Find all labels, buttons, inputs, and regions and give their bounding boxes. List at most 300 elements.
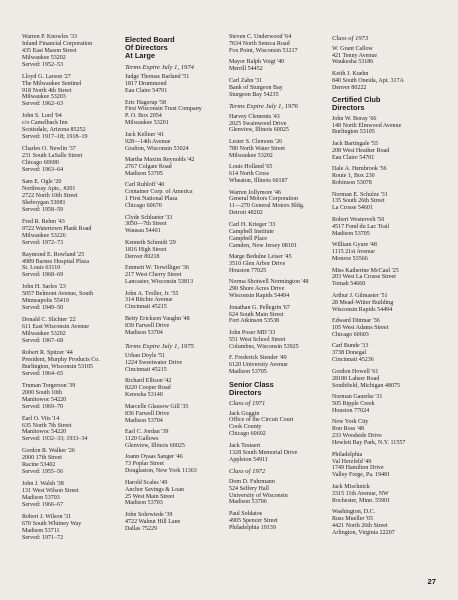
directory-entry: [332, 318, 436, 339]
section-heading-line: At Large: [125, 51, 155, 61]
entry-line: Bank of Sturgeon Bay: [229, 84, 283, 91]
entry-name: Jack Testaert: [229, 442, 261, 449]
directory-entry: [22, 219, 126, 247]
entry-line: 505 Ripple Creek: [332, 400, 375, 407]
directory-entry: [22, 481, 126, 509]
entry-name: Miss Katherine McCaul '25: [332, 267, 399, 274]
entry-line: Fox Point, Wisconsin 53217: [229, 47, 298, 54]
entry-name: Martha Maxim Reynolds '42: [125, 157, 195, 164]
entry-line: Milwaukee 53226: [22, 232, 66, 239]
entry-line: Chicago 60670: [125, 203, 162, 210]
entry-line: Philadelphia 19139: [229, 524, 276, 531]
entry-name: Eric Hagerup '58: [125, 99, 167, 106]
entry-line: Served: 1969–70: [22, 403, 64, 410]
entry-line: Milwaukee 53203: [22, 94, 66, 101]
entry-line: Manitowoc 54220: [22, 396, 67, 403]
entry-line: Campbell Place: [229, 235, 268, 242]
entry-line: Wausau 54401: [125, 228, 161, 235]
entry-line: 233 Woodside Drive: [332, 433, 382, 440]
section-heading-line: Certified Club: [332, 95, 381, 105]
term-heading: Class of 1973: [332, 35, 369, 42]
directory-entry: [332, 394, 436, 415]
directory-entry: [125, 157, 229, 178]
entry-line: 670 South Whitney Way: [22, 521, 82, 527]
entry-line: 611 East Wisconsin Avenue: [22, 324, 89, 331]
directory-entry: [125, 215, 229, 236]
term-heading: Terms Expire July 1, 1975: [125, 342, 194, 350]
entry-line: 135 South 26th Street: [332, 198, 385, 205]
entry-line: 840 South Oneida, Apt. 317A: [332, 77, 404, 84]
entry-line: Waukesha 53186: [332, 59, 374, 66]
entry-line: 1120 Gallows: [125, 435, 159, 442]
term-heading: Class of 1971: [229, 399, 266, 407]
directory-entry: [229, 164, 333, 185]
entry-line: 551 West School Street: [229, 336, 286, 343]
entry-line: Merrill 54452: [229, 66, 263, 73]
entry-line: 3050—7th Street: [125, 221, 167, 228]
entry-line: 290 Shore Acres Drive: [229, 286, 285, 293]
directory-entry: [125, 316, 229, 337]
directory-entry: [125, 404, 229, 425]
entry-line: 4989 Barnes Hospital Plaza: [22, 258, 90, 265]
entry-line: 839 Farwell Drive: [125, 322, 170, 329]
directory-entry: [22, 252, 126, 280]
entry-name: John S. Lord '04: [22, 113, 62, 120]
entry-line: Chicago 60602: [229, 431, 266, 438]
entry-name: Charles O. Newlin '37: [22, 146, 76, 153]
entry-line: Cincinnati 45215: [125, 304, 167, 311]
entry-line: 131 West Wilson Street: [22, 488, 79, 495]
entry-name: Fred R. Rehm '43: [22, 218, 65, 225]
entry-line: 28180 Lahser Road: [332, 375, 380, 382]
entry-name: Harvey Clements '43: [229, 113, 280, 120]
directory-entry: [229, 139, 333, 160]
entry-line: 6120 University Avenue: [229, 362, 288, 369]
directory-entry: [229, 479, 333, 507]
entry-name: Robert Westervelt '50: [332, 216, 385, 223]
entry-line: 314 Ritchie Avenue: [125, 297, 173, 304]
entry-name: John A. Troller, Jr. '55: [125, 290, 179, 297]
entry-name: Carl Zahn '31: [229, 77, 262, 84]
entry-name: Harold Scales '49: [125, 479, 168, 486]
directory-entry: [22, 350, 126, 378]
entry-line: Kenosha 53140: [125, 392, 163, 399]
entry-name: Philadelphia: [332, 451, 363, 458]
entry-line: 2025 Swainwood Drive: [229, 120, 287, 127]
entry-line: 4905 Spencer Street: [229, 517, 278, 524]
entry-line: Chicago 60603: [332, 331, 369, 338]
directory-entry: [229, 443, 333, 464]
directory-entry: [125, 429, 229, 450]
column-4: [332, 34, 436, 541]
column-2: [125, 34, 229, 537]
entry-line: 2767 Colgate Road: [125, 163, 172, 170]
entry-name: Paul Soldatos: [229, 510, 263, 517]
entry-line: Denver 80222: [332, 84, 367, 91]
entry-line: Robinson 53078: [332, 180, 372, 187]
directory-entry: [22, 74, 126, 109]
entry-name: Judge Thomas Barland '51: [125, 74, 190, 81]
entry-line: 105 West Adams Street: [332, 325, 389, 332]
entry-line: Served: 1971–72: [22, 534, 64, 541]
entry-name: Keith J. Kuehn: [332, 70, 369, 77]
entry-line: Served: 1968–69: [22, 272, 64, 279]
directory-entry: [229, 59, 333, 73]
directory-entry: [125, 353, 229, 374]
entry-line: Rochester, Minn. 55901: [332, 497, 391, 504]
entry-line: Racine 53402: [22, 462, 56, 469]
entry-line: Cincinnati 45236: [332, 357, 374, 364]
entry-name: Gordon R. Walker '26: [22, 448, 75, 455]
entry-line: 8220 Cooper Road: [125, 385, 171, 392]
entry-line: Madison 53704: [125, 329, 163, 336]
entry-line: Served: 1972–73: [22, 239, 64, 246]
entry-name: John J. Walsh '38: [22, 481, 64, 488]
entry-name: Jack Goggin: [229, 410, 260, 417]
entry-line: Served: 1966–67: [22, 502, 64, 508]
term-heading: Terms Expire July 1, 1974: [125, 63, 194, 71]
directory-entry: [229, 34, 333, 55]
entry-line: Madison 53704: [125, 417, 163, 424]
entry-line: Burlington, Wisconsin 53105: [22, 363, 94, 370]
entry-line: 2000 South 10th: [22, 389, 62, 396]
entry-line: Wheaton, Illinois 60187: [229, 178, 288, 185]
entry-name: Sam E. Ogle '20: [22, 179, 62, 186]
term-heading: Class of 1972: [229, 468, 266, 476]
directory-entry: [332, 343, 436, 364]
entry-line: 11—270 General Motors Bldg.: [229, 203, 305, 210]
directory-entry: [332, 192, 436, 213]
entry-line: Lancaster, Wisconsin 53813: [125, 279, 194, 286]
entry-line: Container Corp. of America: [125, 189, 193, 196]
entry-line: Southfield, Michigan 48075: [332, 382, 401, 389]
entry-name: Jack Kellner '41: [125, 131, 165, 138]
entry-line: Milwaukee 53202: [22, 331, 66, 338]
entry-line: 231 South LaSalle Street: [22, 153, 83, 160]
directory-entry: [332, 509, 436, 537]
directory-entry: [22, 113, 126, 141]
entry-line: 780 North Water Street: [229, 145, 285, 152]
entry-name: Norman Gauerke '31: [332, 394, 383, 401]
directory-entry: [229, 254, 333, 275]
entry-name: Norman E. Schulze '31: [332, 191, 388, 198]
directory-entry: [125, 454, 229, 475]
entry-line: 1224 Sweetwater Drive: [125, 360, 183, 367]
entry-name: Truman Torgerson '39: [22, 382, 76, 389]
entry-line: Madison 53703: [125, 500, 163, 507]
entry-line: 435 East Mason Street: [22, 47, 77, 54]
entry-line: Russ Mueller '65: [332, 516, 374, 523]
entry-name: Robert J. Wilson '31: [22, 514, 72, 521]
entry-line: Served: 1958–59: [22, 206, 64, 213]
directory-entry: [332, 217, 436, 238]
entry-line: Ron Ross '48: [332, 426, 365, 433]
entry-line: 7634 North Seneca Road: [229, 40, 290, 47]
directory-entry: [125, 182, 229, 210]
entry-line: 148 North Elmwood Avenue: [332, 122, 402, 129]
entry-line: President, Murphy Products Co.: [22, 356, 100, 363]
section-heading: [229, 381, 333, 397]
entry-line: Northway Apts., #201: [22, 185, 76, 192]
entry-line: Served: 1955–56: [22, 469, 64, 476]
directory-entry: [229, 511, 333, 532]
entry-line: Glenview, Illinois 60025: [229, 127, 289, 134]
directory-entry: [22, 317, 126, 345]
entry-name: Carl Ruhloff '40: [125, 182, 165, 189]
entry-name: Marcelle Glassow Gill '35: [125, 403, 189, 410]
entry-name: Steven C. Underwood '64: [229, 34, 292, 40]
directory-entry: [229, 114, 333, 135]
entry-line: Cincinnati 45215: [125, 366, 167, 373]
directory-entry: [22, 34, 126, 69]
entry-name: W. Grant Callow: [332, 45, 373, 52]
section-heading-line: Elected Board: [125, 35, 175, 44]
entry-line: Douglaston, New York 11363: [125, 468, 197, 475]
directory-entry: [332, 242, 436, 263]
directory-entry: [229, 355, 333, 376]
entry-name: Raymond E. Rowland '25: [22, 251, 85, 258]
entry-line: Sturgeon Bay 54235: [229, 91, 279, 98]
entry-line: Served: 1917–18; 1918–19: [22, 134, 88, 141]
entry-line: 28 Mead-Witter Building: [332, 299, 394, 306]
directory-entry: [229, 305, 333, 326]
directory-entry: [229, 222, 333, 250]
entry-name: Louis Holland '65: [229, 164, 273, 171]
directory-entry: [22, 383, 126, 411]
entry-name: Dale A. Hembrook '56: [332, 166, 387, 173]
entry-name: Richard Ellison '42: [125, 378, 172, 385]
entry-line: First Wisconsin Trust Company: [125, 106, 202, 113]
directory-entry: [229, 279, 333, 300]
entry-line: 9722 Watertown Plank Road: [22, 225, 92, 232]
entry-line: Dallas 75229: [125, 525, 158, 532]
entry-line: Arlington, Virginia 22207: [332, 529, 395, 536]
entry-line: Madison 53706: [229, 499, 267, 506]
entry-line: Monroe 53566: [332, 256, 368, 262]
entry-line: Inland Financial Corporation: [22, 40, 93, 47]
entry-name: Lloyd G. Larson '27: [22, 73, 71, 80]
entry-line: 624 South Main Street: [229, 311, 284, 318]
entry-line: Route 1, Box 230: [332, 173, 375, 180]
entry-name: Gordon Howell '61: [332, 368, 379, 375]
entry-name: Dom D. Fuhrmann: [229, 478, 275, 485]
entry-name: Emmett W. Terwilliger '36: [125, 265, 190, 272]
page-number: 27: [427, 577, 436, 586]
directory-entry: [332, 141, 436, 162]
entry-name: Norma Shotwell Normington '48: [229, 279, 309, 286]
entry-line: Anchor Savings & Loan: [125, 486, 184, 493]
entry-line: 1816 High Street: [125, 246, 167, 253]
entry-name: Arthur J. Gilmaster '51: [332, 292, 388, 299]
entry-name: Betty Erickson Vaughn '48: [125, 315, 190, 322]
directory-entry: [22, 146, 126, 174]
directory-entry: [125, 132, 229, 153]
entry-line: c/o Camelback Inn: [22, 120, 68, 127]
directory-entry: [332, 369, 436, 390]
entry-name: John W. Boray '66: [332, 115, 377, 122]
section-heading-line: Directors: [332, 103, 365, 113]
entry-line: 1817 Drummond: [125, 81, 167, 88]
directory-entry: [22, 514, 126, 542]
directory-entry: [125, 74, 229, 95]
section-heading-line: Of Directors: [125, 43, 168, 53]
directory-entry: [332, 46, 436, 67]
entry-line: 1 First National Plaza: [125, 196, 178, 203]
directory-entry: [125, 291, 229, 312]
entry-name: Urban Doyle '51: [125, 353, 166, 360]
entry-line: Manitowoc 54220: [22, 429, 67, 436]
section-heading: [125, 36, 229, 61]
entry-line: 614 North Cross: [229, 171, 269, 178]
entry-name: Carl H. Krieger '33: [229, 221, 276, 228]
entry-line: Eau Claire 54701: [125, 88, 168, 95]
entry-line: Served: 1967–68: [22, 337, 64, 344]
directory-entry: [22, 416, 126, 444]
entry-line: 918 North 4th Street: [22, 87, 72, 94]
entry-line: Madison 53705: [229, 369, 267, 376]
entry-line: 217 West Cherry Street: [125, 272, 182, 279]
directory-entry: [229, 78, 333, 99]
entry-name: Earl O. Vits '14: [22, 415, 60, 422]
directory-entry: [125, 265, 229, 286]
entry-line: Fort Atkinson 53538: [229, 318, 280, 325]
entry-line: Served: 1932–33; 1933–34: [22, 436, 88, 443]
directory-page: [22, 34, 440, 582]
entry-line: University of Wisconsin: [229, 492, 288, 499]
entry-line: The Milwaukee Sentinel: [22, 80, 82, 87]
directory-entry: [332, 166, 436, 187]
directory-entry: [229, 190, 333, 218]
entry-line: 73 Poplar Street: [125, 461, 164, 468]
entry-line: 5057 Belmont Avenue, South: [22, 291, 94, 298]
entry-name: Edward Dittmar '36: [332, 318, 380, 325]
entry-line: 836 Farwell Drive: [125, 410, 170, 417]
entry-line: 25 West Main Street: [125, 493, 175, 500]
term-heading: Terms Expire July 1, 1976: [229, 103, 298, 111]
entry-line: Madison 53703: [22, 495, 60, 502]
entry-name: New York City: [332, 419, 369, 426]
entry-name: Clyde Schlueter '33: [125, 214, 173, 221]
entry-line: 635 North 7th Street: [22, 422, 72, 429]
entry-line: Sheboygan 53081: [22, 199, 66, 206]
entry-line: Minneapolis 55419: [22, 298, 69, 305]
entry-name: Joann Oyaas Sanger '46: [125, 454, 183, 461]
directory-entry: [332, 484, 436, 505]
entry-line: 421 Tenny Avenue: [332, 52, 378, 59]
directory-entry: [22, 448, 126, 476]
column-3: [229, 34, 333, 536]
entry-name: Warren Jollymore '46: [229, 189, 281, 196]
entry-line: Served: 1949–50: [22, 305, 64, 312]
entry-line: 4421 North 26th Street: [332, 522, 388, 529]
entry-line: Madison 53705: [332, 230, 370, 237]
entry-name: Carl Bunde '33: [332, 343, 369, 350]
entry-line: Tomah 54660: [332, 281, 366, 288]
entry-line: Milwaukee 53201: [125, 120, 169, 127]
entry-name: Earl C. Jordan '39: [125, 429, 169, 436]
entry-line: Office of the Circuit Court: [229, 417, 294, 424]
directory-entry: [332, 268, 436, 289]
entry-line: Served: 1964–65: [22, 370, 64, 377]
entry-line: 208 West Heather Road: [332, 147, 390, 154]
entry-name: William Gyure '48: [332, 242, 377, 249]
entry-line: Served: 1962–63: [22, 101, 64, 108]
entry-line: 928—14th Avenue: [125, 138, 171, 145]
directory-entry: [125, 512, 229, 533]
entry-line: Denver 80218: [125, 253, 160, 260]
directory-entry: [125, 480, 229, 508]
entry-name: Jack Mischnick: [332, 483, 370, 490]
entry-line: General Motors Corporation: [229, 196, 298, 203]
entry-line: Grafton, Wisconsin 53024: [125, 145, 189, 152]
entry-line: Burlington 53105: [332, 129, 375, 136]
entry-line: Valley Forge, Pa. 19481: [332, 472, 391, 479]
entry-line: 2000 17th Street: [22, 455, 62, 462]
entry-line: Appleton 54911: [229, 456, 268, 463]
entry-name: Washington, D.C.: [332, 509, 376, 516]
entry-line: Glenview, Illinois 60025: [125, 442, 185, 449]
entry-name: Lester S. Clemons '26: [229, 138, 283, 145]
entry-name: Robert R. Spitzer '44: [22, 350, 73, 357]
entry-line: Served: 1963–64: [22, 166, 64, 173]
entry-line: Camden, New Jersey 08101: [229, 242, 297, 249]
entry-line: Columbus, Wisconsin 53925: [229, 343, 299, 350]
entry-line: St. Louis 63110: [22, 265, 61, 272]
entry-line: 3510 Glen Arbor Drive: [229, 260, 286, 267]
entry-line: Houston 77025: [229, 267, 267, 274]
directory-entry: [125, 240, 229, 261]
entry-line: La Crosse 54601: [332, 205, 373, 212]
entry-line: Detroit 48202: [229, 210, 263, 217]
entry-name: Jack Bartingale '55: [332, 140, 379, 147]
directory-entry: [332, 419, 436, 447]
entry-line: Chicago 60690: [22, 160, 59, 167]
entry-line: Val Herzfeld '49: [332, 458, 372, 465]
entry-name: John Sohrwiede '39: [125, 511, 173, 518]
section-heading-line: Senior Class: [229, 379, 274, 389]
entry-name: Marge Bedulne Leiser '45: [229, 254, 292, 260]
entry-line: 1749 Hamilton Drive: [332, 465, 384, 472]
entry-line: Madison 53711: [22, 527, 60, 534]
directory-entry: [229, 411, 333, 439]
entry-line: Madison 53705: [125, 170, 163, 177]
entry-line: 4722 Walnut Hill Lane: [125, 518, 181, 525]
directory-entry: [22, 284, 126, 312]
entry-name: Donald C. Slichter '22: [22, 317, 76, 324]
entry-line: Eau Claire 54701: [332, 154, 375, 161]
directory-entry: [332, 116, 436, 137]
entry-line: Houston 77024: [332, 407, 370, 414]
entry-line: Scottsdale, Arizona 85252: [22, 127, 86, 134]
entry-line: 3738 Donegal: [332, 350, 367, 357]
entry-name: Mayor Ralph Voigt '40: [229, 59, 285, 66]
directory-entry: [229, 330, 333, 351]
entry-line: 524 Selfery Hall: [229, 485, 269, 492]
entry-line: Wisconsin Rapids 54494: [229, 293, 290, 300]
entry-line: 3315 11th Avenue, NW: [332, 490, 389, 497]
entry-line: Wisconsin Rapids 54494: [332, 306, 393, 313]
section-heading-line: Directors: [229, 387, 262, 397]
entry-name: John Poser MD '33: [229, 329, 276, 336]
directory-entry: [332, 452, 436, 480]
directory-entry: [332, 71, 436, 92]
entry-line: 4517 Fond du Lac Trail: [332, 223, 390, 230]
entry-name: Kenneth Schmidt '29: [125, 239, 176, 246]
directory-entry: [125, 378, 229, 399]
entry-line: Milwaukee 53202: [22, 54, 66, 61]
entry-line: Served: 1952–53: [22, 61, 64, 68]
entry-line: Milwaukee 53202: [229, 152, 273, 159]
